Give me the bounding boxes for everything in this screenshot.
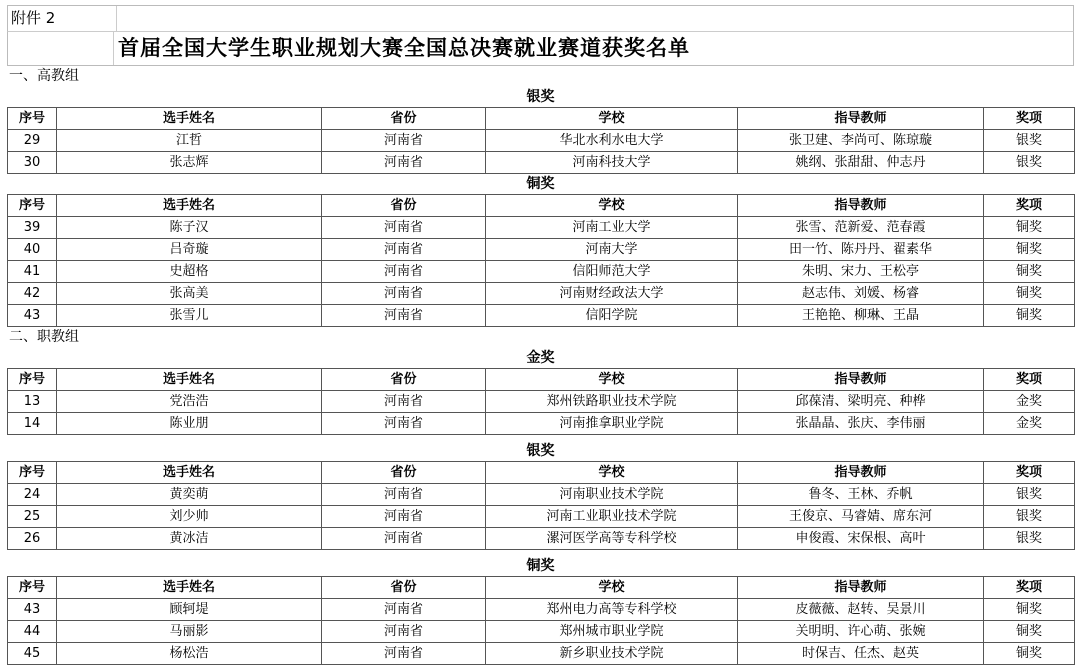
player-name-cell: 刘少帅	[57, 506, 322, 528]
group-heading: 二、职教组	[9, 329, 79, 345]
column-header: 选手姓名	[57, 577, 322, 599]
award-cell: 铜奖	[984, 599, 1075, 621]
column-header: 序号	[8, 108, 57, 130]
province-cell: 河南省	[322, 391, 486, 413]
teachers-cell: 王艳艳、柳琳、王晶	[738, 305, 984, 327]
table-row	[8, 261, 1075, 283]
province-cell: 河南省	[322, 152, 486, 174]
province-cell: 河南省	[322, 217, 486, 239]
school-cell: 信阳师范大学	[486, 261, 738, 283]
province-cell: 河南省	[322, 643, 486, 665]
teachers-cell: 赵志伟、刘媛、杨睿	[738, 283, 984, 305]
header-row	[8, 462, 1075, 484]
rank-cell: 26	[8, 528, 57, 550]
group-heading: 一、高教组	[9, 68, 79, 84]
column-header: 奖项	[984, 462, 1075, 484]
table-row	[8, 130, 1075, 152]
player-name-cell: 杨松浩	[57, 643, 322, 665]
province-cell: 河南省	[322, 283, 486, 305]
column-header: 序号	[8, 369, 57, 391]
column-header: 省份	[322, 369, 486, 391]
column-header: 序号	[8, 577, 57, 599]
rank-cell: 44	[8, 621, 57, 643]
award-cell: 银奖	[984, 130, 1075, 152]
table-row	[8, 413, 1075, 435]
page-title: 首届全国大学生职业规划大赛全国总决赛就业赛道获奖名单	[118, 36, 690, 60]
teachers-cell: 朱明、宋力、王松亭	[738, 261, 984, 283]
school-cell: 信阳学院	[486, 305, 738, 327]
school-cell: 新乡职业技术学院	[486, 643, 738, 665]
column-header: 指导教师	[738, 108, 984, 130]
table-row	[8, 528, 1075, 550]
teachers-cell: 时保吉、任杰、赵英	[738, 643, 984, 665]
teachers-cell: 张卫建、李尚可、陈琼璇	[738, 130, 984, 152]
table-row	[8, 239, 1075, 261]
award-cell: 铜奖	[984, 643, 1075, 665]
player-name-cell: 党浩浩	[57, 391, 322, 413]
school-cell: 河南财经政法大学	[486, 283, 738, 305]
column-header: 学校	[486, 577, 738, 599]
award-heading: 银奖	[526, 443, 555, 459]
rank-cell: 13	[8, 391, 57, 413]
award-cell: 银奖	[984, 484, 1075, 506]
table-row	[8, 484, 1075, 506]
table-row	[8, 391, 1075, 413]
award-cell: 银奖	[984, 528, 1075, 550]
school-cell: 河南工业大学	[486, 217, 738, 239]
column-header: 学校	[486, 369, 738, 391]
teachers-cell: 田一竹、陈丹丹、翟素华	[738, 239, 984, 261]
column-header: 指导教师	[738, 462, 984, 484]
column-header: 奖项	[984, 195, 1075, 217]
column-header: 省份	[322, 577, 486, 599]
column-header: 选手姓名	[57, 462, 322, 484]
column-header: 选手姓名	[57, 195, 322, 217]
column-header: 序号	[8, 462, 57, 484]
teachers-cell: 张晶晶、张庆、李伟丽	[738, 413, 984, 435]
school-cell: 河南职业技术学院	[486, 484, 738, 506]
teachers-cell: 关明明、许心萌、张婉	[738, 621, 984, 643]
teachers-cell: 鲁冬、王林、乔帆	[738, 484, 984, 506]
table-row	[8, 621, 1075, 643]
award-table	[7, 461, 1075, 550]
award-list	[7, 66, 1074, 665]
province-cell: 河南省	[322, 305, 486, 327]
player-name-cell: 陈子汉	[57, 217, 322, 239]
player-name-cell: 江哲	[57, 130, 322, 152]
player-name-cell: 陈业朋	[57, 413, 322, 435]
rank-cell: 24	[8, 484, 57, 506]
column-header: 省份	[322, 195, 486, 217]
province-cell: 河南省	[322, 599, 486, 621]
player-name-cell: 张雪儿	[57, 305, 322, 327]
table-row	[8, 305, 1075, 327]
award-cell: 铜奖	[984, 621, 1075, 643]
province-cell: 河南省	[322, 528, 486, 550]
column-header: 学校	[486, 462, 738, 484]
teachers-cell: 邱葆清、梁明亮、种桦	[738, 391, 984, 413]
award-cell: 铜奖	[984, 217, 1075, 239]
rank-cell: 29	[8, 130, 57, 152]
player-name-cell: 史超格	[57, 261, 322, 283]
award-heading: 铜奖	[526, 558, 555, 574]
title-row	[7, 31, 1074, 66]
award-heading: 金奖	[526, 350, 555, 366]
province-cell: 河南省	[322, 506, 486, 528]
rank-cell: 43	[8, 599, 57, 621]
player-name-cell: 黄奕萌	[57, 484, 322, 506]
school-cell: 郑州城市职业学院	[486, 621, 738, 643]
table-row	[8, 283, 1075, 305]
award-cell: 铜奖	[984, 239, 1075, 261]
rank-cell: 42	[8, 283, 57, 305]
award-cell: 银奖	[984, 152, 1075, 174]
province-cell: 河南省	[322, 239, 486, 261]
header-row	[8, 369, 1075, 391]
award-cell: 金奖	[984, 413, 1075, 435]
player-name-cell: 张志辉	[57, 152, 322, 174]
column-header: 奖项	[984, 577, 1075, 599]
province-cell: 河南省	[322, 130, 486, 152]
player-name-cell: 马丽影	[57, 621, 322, 643]
school-cell: 河南大学	[486, 239, 738, 261]
award-cell: 金奖	[984, 391, 1075, 413]
award-table	[7, 368, 1075, 435]
teachers-cell: 王俊京、马睿婧、席东河	[738, 506, 984, 528]
award-cell: 银奖	[984, 506, 1075, 528]
player-name-cell: 顾轲堤	[57, 599, 322, 621]
column-header: 省份	[322, 108, 486, 130]
school-cell: 郑州电力高等专科学校	[486, 599, 738, 621]
rank-cell: 41	[8, 261, 57, 283]
header-row	[8, 195, 1075, 217]
table-row	[8, 506, 1075, 528]
table-row	[8, 643, 1075, 665]
column-header: 指导教师	[738, 195, 984, 217]
province-cell: 河南省	[322, 484, 486, 506]
column-header: 学校	[486, 108, 738, 130]
rank-cell: 43	[8, 305, 57, 327]
table-row	[8, 152, 1075, 174]
table-row	[8, 599, 1075, 621]
teachers-cell: 申俊霞、宋保根、高叶	[738, 528, 984, 550]
column-header: 选手姓名	[57, 369, 322, 391]
school-cell: 河南推拿职业学院	[486, 413, 738, 435]
rank-cell: 25	[8, 506, 57, 528]
school-cell: 河南科技大学	[486, 152, 738, 174]
province-cell: 河南省	[322, 261, 486, 283]
attachment-row	[7, 5, 1074, 31]
column-header: 序号	[8, 195, 57, 217]
rank-cell: 30	[8, 152, 57, 174]
column-header: 奖项	[984, 108, 1075, 130]
teachers-cell: 张雪、范新爱、范春霞	[738, 217, 984, 239]
province-cell: 河南省	[322, 621, 486, 643]
column-header: 奖项	[984, 369, 1075, 391]
document	[7, 5, 1074, 665]
award-cell: 铜奖	[984, 283, 1075, 305]
header-row	[8, 108, 1075, 130]
award-table	[7, 576, 1075, 665]
rank-cell: 39	[8, 217, 57, 239]
rank-cell: 40	[8, 239, 57, 261]
column-header: 指导教师	[738, 369, 984, 391]
school-cell: 漯河医学高等专科学校	[486, 528, 738, 550]
column-header: 省份	[322, 462, 486, 484]
header-row	[8, 577, 1075, 599]
school-cell: 华北水利水电大学	[486, 130, 738, 152]
award-cell: 铜奖	[984, 261, 1075, 283]
award-table	[7, 194, 1075, 327]
player-name-cell: 黄冰洁	[57, 528, 322, 550]
column-header: 选手姓名	[57, 108, 322, 130]
award-table	[7, 107, 1075, 174]
column-header: 学校	[486, 195, 738, 217]
award-heading: 银奖	[526, 89, 555, 105]
school-cell: 河南工业职业技术学院	[486, 506, 738, 528]
province-cell: 河南省	[322, 413, 486, 435]
teachers-cell: 姚纲、张甜甜、仲志丹	[738, 152, 984, 174]
school-cell: 郑州铁路职业技术学院	[486, 391, 738, 413]
rank-cell: 45	[8, 643, 57, 665]
award-cell: 铜奖	[984, 305, 1075, 327]
award-heading: 铜奖	[526, 176, 555, 192]
table-row	[8, 217, 1075, 239]
player-name-cell: 张高美	[57, 283, 322, 305]
player-name-cell: 吕奇璇	[57, 239, 322, 261]
column-header: 指导教师	[738, 577, 984, 599]
attachment-label: 附件 2	[8, 6, 117, 31]
teachers-cell: 皮薇薇、赵转、吴景川	[738, 599, 984, 621]
rank-cell: 14	[8, 413, 57, 435]
